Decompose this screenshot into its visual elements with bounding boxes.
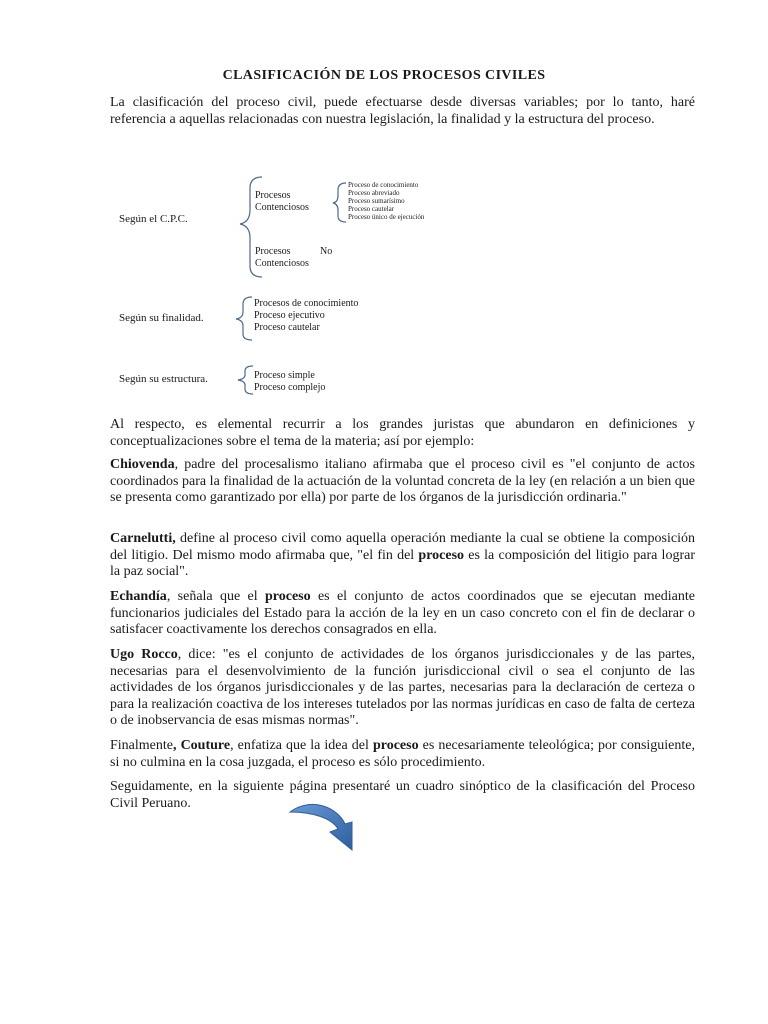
paragraph-text: , padre del procesalismo italiano afirmaba que el proceso civil es "el conjunto de actos coordinados para la finalidad de la actuación de la voluntad concreta de la ley (en relación a un bien que se presenta como garantizado por ella) por parte de los órganos de la jurisdicción ordinaria." xyxy=(110,457,695,505)
bold-term: proceso xyxy=(418,547,465,563)
author-name: Echandía xyxy=(110,589,167,604)
finalidad-label: Según su finalidad. xyxy=(119,312,204,324)
bold-term: proceso xyxy=(372,738,419,753)
list-item: Proceso simple xyxy=(254,370,315,381)
list-item: Proceso complejo xyxy=(254,382,326,393)
intro-paragraph: La clasificación del proceso civil, puede efectuarse desde diversas variables; por lo tanto, haré referencia a aquellas relacionadas con nuestra legislación, la finalidad y la estructura del proceso. xyxy=(110,95,695,127)
estructura-label: Según su estructura. xyxy=(119,373,208,385)
list-item: Proceso cautelar xyxy=(348,205,395,213)
list-item: Proceso sumarísimo xyxy=(348,197,405,205)
contenciosos-label: Procesos Contenciosos xyxy=(255,190,309,213)
no-contenciosos-word1: Procesos xyxy=(255,246,291,257)
paragraph-text: define al proceso civil como aquella operación mediante la cual se obtiene la composición del litigio. Del mismo modo afirmaba que, "el fin del xyxy=(110,531,695,563)
paragraph-text: Finalmente xyxy=(110,738,173,753)
closing-paragraph: Seguidamente, en la siguiente página presentaré un cuadro sinóptico de la clasificación del Proceso Civil Peruano. xyxy=(110,779,695,811)
paragraph-text: , enfatiza que la idea del xyxy=(230,738,373,753)
bold-term: proceso xyxy=(264,589,311,604)
list-item: Procesos de conocimiento xyxy=(254,298,359,309)
list-item: Proceso único de ejecución xyxy=(348,213,425,221)
paragraph-text: es la composición del litigio para lograr la paz social". xyxy=(110,547,695,579)
no-contenciosos-word3: Contenciosos xyxy=(255,258,309,269)
list-item: Proceso ejecutivo xyxy=(254,310,325,321)
jurists-intro-paragraph: Al respecto, es elemental recurrir a los grandes juristas que abundaron en definiciones y conceptualizaciones sobre el tema de la materia; así por ejemplo: xyxy=(110,417,695,449)
cpc-label: Según el C.P.C. xyxy=(119,213,188,225)
paragraph-text: , dice: "es el conjunto de actividades de los órganos jurisdiccionales y de las partes, necesarias para el desenvolvimiento de la función jurisdiccional civil o sea el conjunto de las actividades de los órganos jurisdiccionales y de las partes, necesarias para la declaración de certeza o para la realización coactiva de los intereses tutelados por las normas jurídicas en caso de falta de certeza o de inobservancia de esas mismas normas". xyxy=(110,647,696,728)
paragraph-text: es el conjunto de actos coordinados que se ejecutan mediante funcionarios judiciales del Estado para la acción de la ley en un caso concreto con el fin de declarar o satisfacer coactivamente los derechos consagrados en ella. xyxy=(110,589,696,637)
author-name: Couture xyxy=(180,738,231,753)
paragraph-text: es necesariamente teleológica; por consiguiente, si no culmina en la cosa juzgada, el proceso es sólo procedimiento. xyxy=(110,738,696,770)
page-title: CLASIFICACIÓN DE LOS PROCESOS CIVILES xyxy=(222,68,546,83)
list-item: Proceso abreviado xyxy=(348,189,400,197)
bold-comma: , xyxy=(173,738,177,753)
author-name: Ugo Rocco xyxy=(110,647,178,662)
no-contenciosos-word2: No xyxy=(320,246,333,257)
list-item: Proceso de conocimiento xyxy=(348,181,419,189)
list-item: Proceso cautelar xyxy=(254,322,320,333)
author-name: Chiovenda xyxy=(110,457,175,472)
paragraph-text: , señala que el xyxy=(166,589,265,604)
author-name: Carnelutti, xyxy=(110,531,176,546)
